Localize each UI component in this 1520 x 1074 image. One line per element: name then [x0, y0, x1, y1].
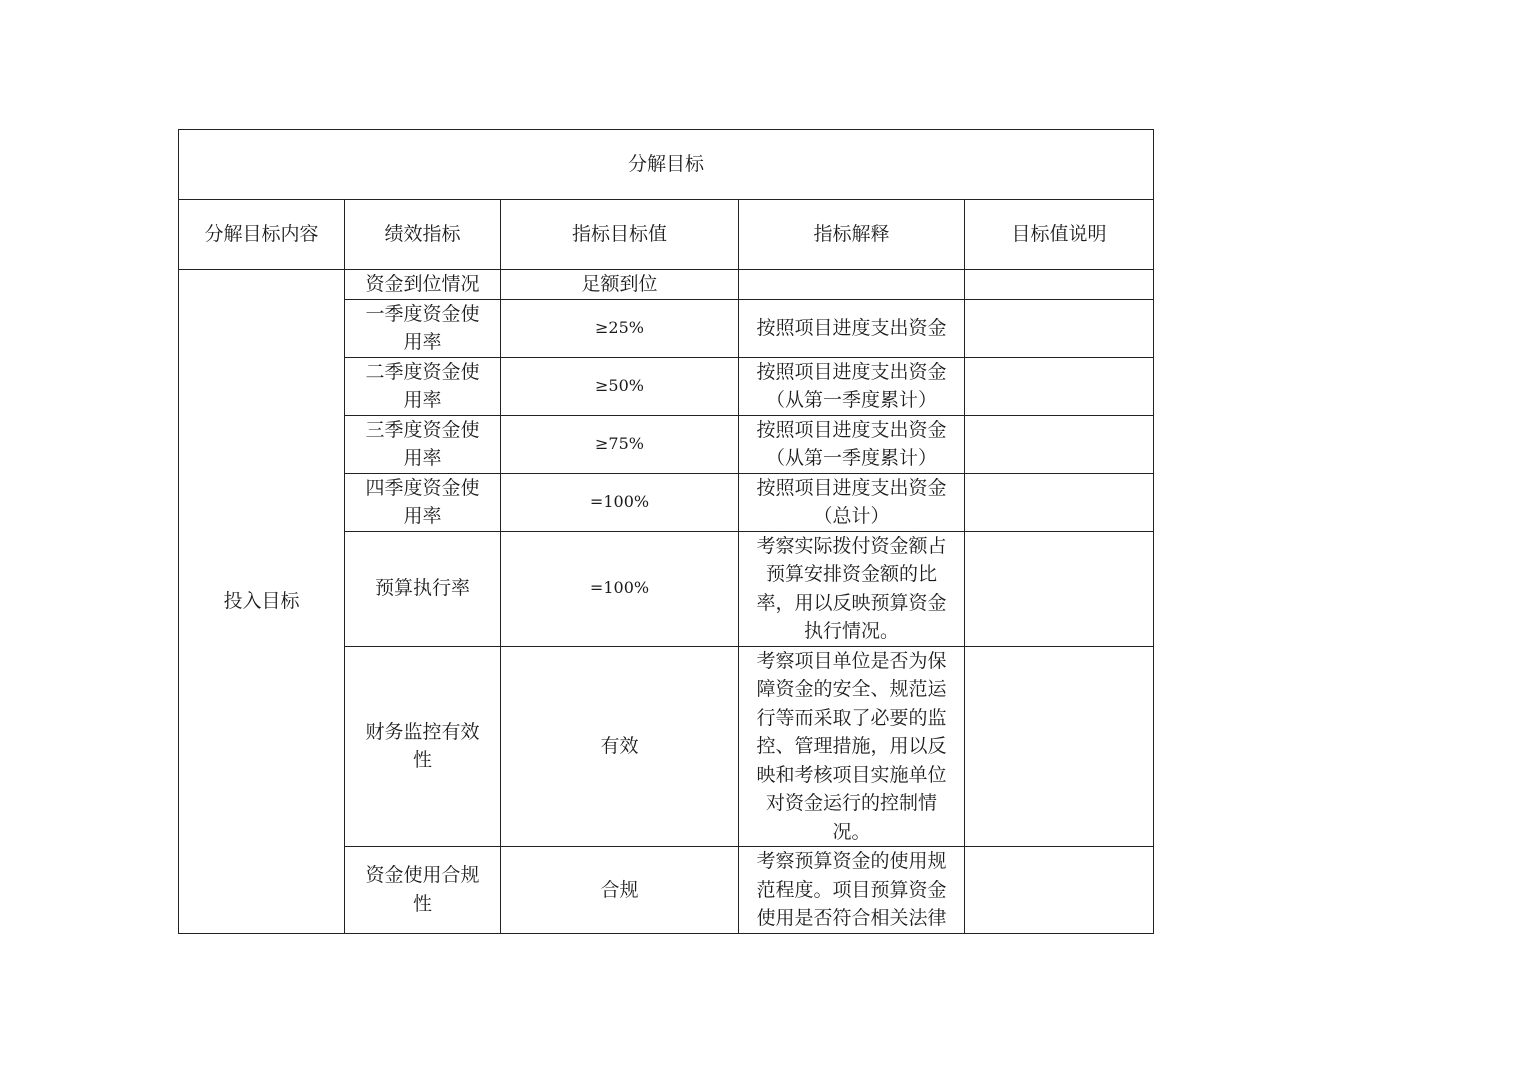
note-cell: [965, 415, 1154, 473]
indicator-cell: 资金使用合规 性: [345, 847, 501, 934]
note-cell: [965, 646, 1154, 847]
target-cell: 足额到位: [501, 270, 739, 300]
note-cell: [965, 473, 1154, 531]
target-cell: ≥75%: [501, 415, 739, 473]
explain-cell: 考察项目单位是否为保 障资金的安全、规范运 行等而采取了必要的监 控、管理措施，用以反 映和考核项目实施单位 对资金运行的控制情 况。: [739, 646, 965, 847]
title-row: [179, 130, 1154, 200]
explain-cell: 按照项目进度支出资金 （总计）: [739, 473, 965, 531]
decomposed-goals-table: [178, 129, 1154, 934]
header-target-note: 目标值说明: [965, 200, 1154, 270]
category-cell: 投入目标: [179, 270, 345, 934]
header-indicator: 绩效指标: [345, 200, 501, 270]
target-cell: =100%: [501, 531, 739, 646]
explain-cell: [739, 270, 965, 300]
indicator-cell: 财务监控有效 性: [345, 646, 501, 847]
indicator-cell: 四季度资金使 用率: [345, 473, 501, 531]
header-explanation: 指标解释: [739, 200, 965, 270]
indicator-cell: 资金到位情况: [345, 270, 501, 300]
header-row: [179, 200, 1154, 270]
explain-cell: 按照项目进度支出资金 （从第一季度累计）: [739, 415, 965, 473]
note-cell: [965, 357, 1154, 415]
explain-cell: 考察实际拨付资金额占 预算安排资金额的比 率，用以反映预算资金 执行情况。: [739, 531, 965, 646]
header-target-value: 指标目标值: [501, 200, 739, 270]
header-goal-content: 分解目标内容: [179, 200, 345, 270]
table-title: 分解目标: [179, 130, 1154, 200]
target-cell: 合规: [501, 847, 739, 934]
target-cell: 有效: [501, 646, 739, 847]
indicator-cell: 二季度资金使 用率: [345, 357, 501, 415]
note-cell: [965, 531, 1154, 646]
target-cell: =100%: [501, 473, 739, 531]
explain-cell: 按照项目进度支出资金: [739, 299, 965, 357]
indicator-cell: 一季度资金使 用率: [345, 299, 501, 357]
indicator-cell: 预算执行率: [345, 531, 501, 646]
table-row: [179, 270, 1154, 300]
indicator-cell: 三季度资金使 用率: [345, 415, 501, 473]
note-cell: [965, 299, 1154, 357]
target-cell: ≥25%: [501, 299, 739, 357]
explain-cell: 考察预算资金的使用规 范程度。项目预算资金 使用是否符合相关法律: [739, 847, 965, 934]
note-cell: [965, 270, 1154, 300]
target-cell: ≥50%: [501, 357, 739, 415]
explain-cell: 按照项目进度支出资金 （从第一季度累计）: [739, 357, 965, 415]
note-cell: [965, 847, 1154, 934]
